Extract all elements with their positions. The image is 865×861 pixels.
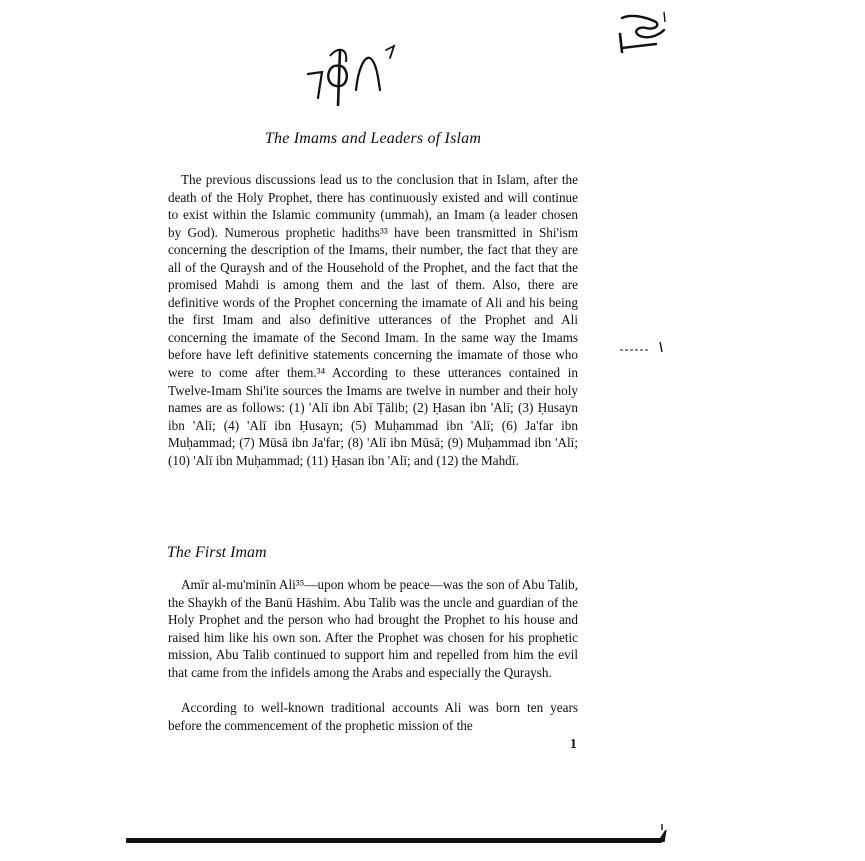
paragraph-intro: The previous discussions lead us to the conclusion that in Islam, after the death of the Holy Prophet, there has continuously existed and will continue to exist within the Islamic community (ummah), an Imam (a leader chosen by God). Numerous prophetic hadiths³³ have been transmitted in Shi'ism concerning the description of the Imams, their number, the fact that they are all of the Quraysh and of the Household of the Prophet, and the fact that the promised Mahdi is among them and the last of them. Also, there are definitive words of the Prophet concerning the imamate of Ali and his being the first Imam and also definitive utterances of the Prophet and Ali concerning the imamate of the Second Imam. In the same way the Imams before have left definitive statements concerning the imamate of those who were to come after them.³⁴ According to these utterances contained in Twelve-Imam Shi'ite sources the Imams are twelve in number and their holy names are as follows: (1) 'Alī ibn Abī Ṭālib; (2) Ḥasan ibn 'Alī; (3) Ḥusayn ibn 'Alī; (4) 'Alī ibn Ḥusayn; (5) Muḥammad ibn 'Alī; (6) Ja'far ibn Muḥammad; (7) Mūsā ibn Ja'far; (8) 'Alī ibn Mūsā; (9) Muḥammad ibn 'Alī; (10) 'Alī ibn Muḥammad; (11) Ḥasan ibn 'Alī; and (12) the Mahdī. <box>168 172 578 468</box>
margin-mark <box>618 338 668 358</box>
page-number: 1 <box>570 736 577 751</box>
section-heading: The First Imam <box>167 544 267 561</box>
handwritten-annotation <box>300 36 430 106</box>
paragraph-first-imam: Amīr al-mu'minīn Ali³⁵—upon whom be peace—was the son of Abu Talib, the Shaykh of the Banū Hāshim. Abu Talib was the uncle and guardian of the Holy Prophet and the person who had brought the Prophet to his house and raised him like his own son. After the Prophet was chosen for his prophetic mission, Abu Talib continued to support him and repelled from him the evil that came from the infidels among the Arabs and especially the Quraysh. <box>168 577 578 680</box>
bottom-rule <box>126 838 662 843</box>
paragraph-birth: According to well-known traditional accounts Ali was born ten years before the commencement of the prophetic mission of the <box>168 700 578 733</box>
chapter-title: The Imams and Leaders of Islam <box>264 130 482 147</box>
bottom-corner-mark <box>652 822 672 844</box>
corner-scribble <box>610 8 670 58</box>
